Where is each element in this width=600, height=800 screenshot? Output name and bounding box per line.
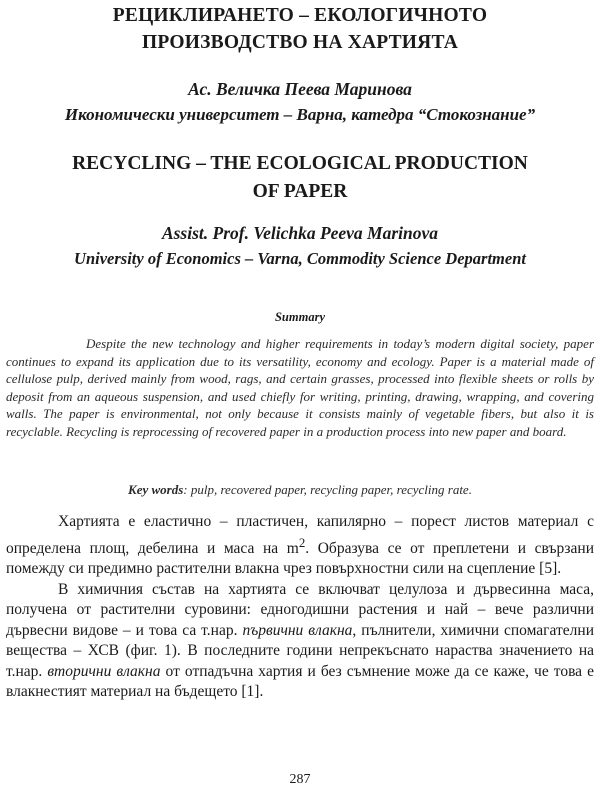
author-english: Assist. Prof. Velichka Peeva Marinova xyxy=(161,223,439,243)
body-paragraph-1-text-a: Хартията е еластично – пластичен, капилярно – порест листов материал с определена площ, дебелина и маса на m xyxy=(6,513,594,557)
title-english-line-1: RECYCLING – THE ECOLOGICAL PRODUCTION xyxy=(72,153,528,174)
title-bulgarian-line-1: РЕЦИКЛИРАНЕТО – ЕКОЛОГИЧНОТО xyxy=(112,5,488,26)
title-english-line-2: OF PAPER xyxy=(252,181,348,202)
body-paragraph-2 xyxy=(6,580,594,703)
body-paragraph-2-text-c: от отпадъчна хартия и без съмнение може да се каже, че това е влакнестият материал на бъдещето [1]. xyxy=(6,662,594,701)
summary-text: Despite the new technology and higher requirements in today’s modern digital society, paper continues to expand its application due to its versatility, economy and ecology. Paper is a material made of cellulose pulp, derived mainly from wood, rags, and certain grasses, processed into flexible sheets or rolls by deposit from an aqueous suspension, and used chiefly for writing, printing, drawing, wrapping, and covering walls. The paper is environmental, not only because it consists mainly of vegetable fibers, but also it is recyclable. Recycling is reprocessing of recovered paper in a production process into new paper and board. xyxy=(6,336,594,439)
title-bulgarian-line-2: ПРОИЗВОДСТВО НА ХАРТИЯТА xyxy=(142,32,458,53)
affiliation-english: University of Economics – Varna, Commodity Science Department xyxy=(74,249,526,268)
keywords-list: : pulp, recovered paper, recycling paper, recycling rate. xyxy=(183,482,472,497)
keywords xyxy=(0,481,600,498)
body-paragraph-1-text-b: . Образува се от преплетени и свързани помежду си предимно растителни влакна чрез повърхностни сили на сцепление [5]. xyxy=(6,539,594,578)
summary-heading: Summary xyxy=(274,310,325,324)
body-paragraph-1 xyxy=(6,512,594,580)
body-paragraph-2-text-b: , пълнители, химични спомагателни вещества – ХСВ (фиг. 1). В последните години непрекъснато нараства значението на т.нар. xyxy=(6,621,594,680)
author-bulgarian: Ас. Величка Пеева Маринова xyxy=(188,79,412,99)
title-bulgarian xyxy=(0,2,600,56)
superscript-2: 2 xyxy=(298,534,306,550)
page-number: 287 xyxy=(289,772,311,787)
term-primary-fibers: първични влакна xyxy=(242,621,353,639)
body-paragraph-2-text-a: В химичния състав на хартията се включват целулоза и дървесинна маса, получена от растителни суровини: едногодишни растения и най – вече различни дървесни видове – и това са т.нар. xyxy=(6,580,594,639)
affiliation-bulgarian: Икономически университет – Варна, катедра “Стокознание” xyxy=(64,105,536,124)
summary-abstract xyxy=(6,335,594,440)
term-secondary-fibers: вторични влакна xyxy=(47,662,161,680)
keywords-label: Key words xyxy=(128,482,184,497)
body-text xyxy=(6,512,594,703)
title-english xyxy=(0,150,600,206)
